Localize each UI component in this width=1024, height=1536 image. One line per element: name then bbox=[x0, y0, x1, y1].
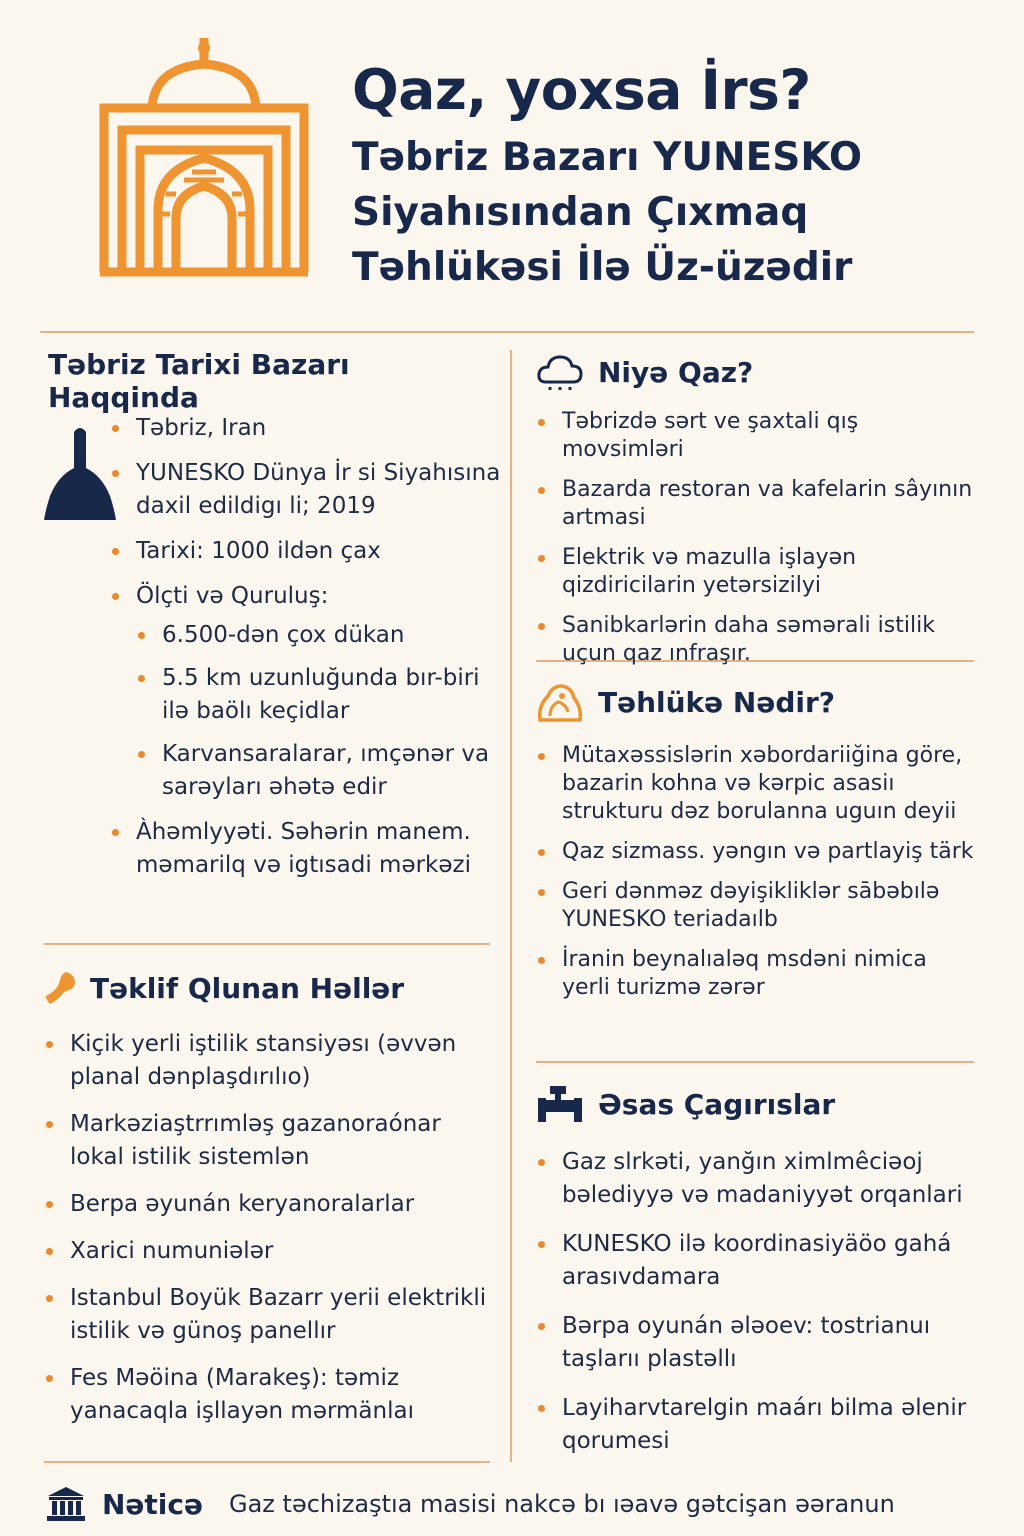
left-bottom-divider bbox=[44, 1461, 490, 1463]
list-item: Təbriz, Iran bbox=[110, 412, 508, 445]
list-item: Sanibkarlərin daha səmərali istilik uçun qaz ınfraşır. bbox=[536, 612, 976, 668]
list-item: KUNESKO ilə koordinasiyäöo gahá arasıvdamara bbox=[536, 1228, 976, 1294]
list-item: Bərpa oyunán ələoev: tostrianuı taşlarıı plastəllı bbox=[536, 1310, 976, 1376]
danger-section bbox=[536, 682, 976, 1002]
pipe-valve-icon bbox=[536, 1084, 584, 1124]
challenges-title bbox=[536, 1084, 976, 1124]
list-item: İranin beynalıaləq msdəni nimica yerli turizmə zərər bbox=[536, 946, 976, 1002]
subtitle-line: Təbriz Bazarı YUNESKO bbox=[352, 135, 862, 180]
wrench-icon bbox=[44, 970, 76, 1006]
sub-list-item: 6.500-dən çox dükan bbox=[136, 619, 508, 652]
list-item: Tarixi: 1000 ildən çax bbox=[110, 535, 508, 568]
list-item: Àhəmlyyəti. Səhərin manem. məmarilq və igtısadi mərkəzi bbox=[110, 816, 508, 882]
list-item: Geri dənməz dəyişikliklər sābəbılə YUNESKO teriadaılb bbox=[536, 878, 976, 934]
sub-list bbox=[136, 619, 508, 804]
solutions-title bbox=[44, 970, 500, 1006]
list-item-label: Ölçti və Quruluş: bbox=[136, 583, 329, 609]
museum-icon bbox=[46, 1486, 86, 1522]
list-item: Xarici numuniələr bbox=[44, 1235, 500, 1268]
fire-icon bbox=[536, 682, 584, 722]
footer-title: Nəticə bbox=[102, 1487, 203, 1521]
solutions-title-text: Təklif Qlunan Həllər bbox=[90, 971, 405, 1005]
cloud-icon bbox=[536, 352, 584, 392]
about-title: Təbriz Tarixi Bazarı Haqqinda bbox=[48, 348, 350, 414]
sub-list-item: Karvansaralarar, ımçənər va sarəyları əhətə edir bbox=[136, 738, 508, 804]
subtitle-line: Təhlükəsi İlə Üz-üzədir bbox=[352, 245, 853, 290]
danger-title bbox=[536, 682, 976, 722]
about-section bbox=[48, 348, 508, 414]
list-item: Gaz slrkəti, yanğın ximlmêciəoj bəlediyyə və madaniyyət orqanlari bbox=[536, 1146, 976, 1212]
list-item: Mütaxəssislərin xəbordariiğina göre, bazarin kohna və kərpic asasiı strukturu dəz borulanna uguın deyii bbox=[536, 742, 976, 826]
header-divider bbox=[40, 331, 974, 333]
minaret-icon bbox=[44, 424, 116, 520]
right-divider-2 bbox=[536, 1061, 974, 1063]
why-gas-title-text: Niyə Qaz? bbox=[598, 355, 754, 389]
list-item: Markəziaştrrımləş gazanoraónar lokal istilik sistemlən bbox=[44, 1108, 500, 1174]
page-title: Qaz, yoxsa İrs? bbox=[352, 58, 811, 122]
about-list bbox=[110, 412, 508, 882]
left-divider bbox=[44, 943, 490, 945]
page-subtitle bbox=[352, 130, 992, 295]
footer bbox=[46, 1486, 895, 1522]
list-item: Berpa əyunán keryanoralarlar bbox=[44, 1188, 500, 1221]
subtitle-line: Siyahısından Çıxmaq bbox=[352, 190, 809, 235]
solutions-section bbox=[44, 970, 500, 1428]
list-item: YUNESKO Dünya İr si Siyahısına daxil edildigı li; 2019 bbox=[110, 457, 508, 523]
challenges-section bbox=[536, 1084, 976, 1458]
list-item: Elektrik və mazulla işlayən qizdiricilarin yetərsizilyi bbox=[536, 544, 976, 600]
list-item bbox=[110, 580, 508, 804]
why-gas-section bbox=[536, 352, 976, 668]
list-item: Layiharvtarelgin maárı bilma əlenir qorumesi bbox=[536, 1392, 976, 1458]
list-item: Bazarda restoran va kafelarin sâyının artmasi bbox=[536, 476, 976, 532]
challenges-title-text: Əsas Çagırıslar bbox=[598, 1087, 836, 1121]
list-item: Təbrizdə sərt ve şaxtali qış movsimləri bbox=[536, 408, 976, 464]
list-item: Kiçik yerli iştilik stansiyəsı (əvvən planal dənplaşdırılıo) bbox=[44, 1028, 500, 1094]
sub-list-item: 5.5 km uzunluğunda bır-biri ilə baölı keçidlar bbox=[136, 662, 508, 728]
column-divider bbox=[510, 350, 512, 1462]
list-item: Qaz sizmass. yəngın və partlayiş tärk bbox=[536, 838, 976, 866]
danger-title-text: Təhlükə Nədir? bbox=[598, 685, 836, 719]
header bbox=[0, 0, 1024, 320]
why-gas-title bbox=[536, 352, 976, 392]
list-item: Istanbul Boyük Bazarr yerii elektrikli istilik və günoş panellır bbox=[44, 1282, 500, 1348]
bazaar-gate-logo-icon bbox=[96, 34, 312, 278]
footer-text: Gaz təchizaştıa masisi nakcə bı ıəavə gətcişan əəranun bbox=[229, 1490, 895, 1518]
list-item: Fes Məöina (Marakeş): təmiz yanacaqla işllayən mərmänlaı bbox=[44, 1362, 500, 1428]
